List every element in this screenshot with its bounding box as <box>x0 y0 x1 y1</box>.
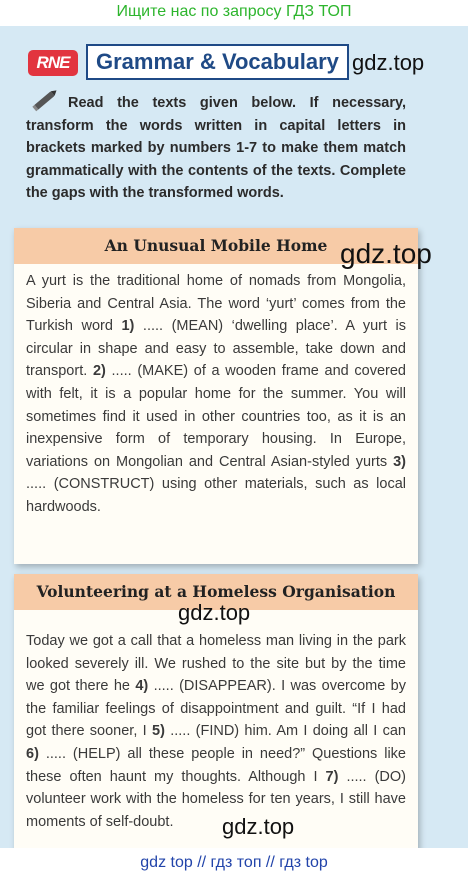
gap-number: 3) <box>393 453 406 470</box>
text-span: ..... (FIND) him. Am I doing all I can <box>164 723 406 740</box>
card-body <box>14 610 418 852</box>
card-title: Volunteering at a Homeless Organisation <box>14 574 418 610</box>
text-span: ..... (DO) volunteer work with the homeless for ten years, I still have moments of self-doubt. <box>26 768 407 830</box>
top-banner: Ищите нас по запросу ГДЗ ТОП <box>116 3 352 20</box>
bottom-bar: gdz top // гдз топ // гдз top <box>0 848 468 879</box>
text-span: Today we got a call that a homeless man living in the park looked severely ill. We rushed to the site but by the time we got there he <box>26 633 406 695</box>
gap-number: 7) <box>325 768 339 785</box>
watermark: gdz.top <box>222 814 295 839</box>
card-title: An Unusual Mobile Home <box>14 228 418 264</box>
gap-number: 5) <box>152 723 165 740</box>
textbook-page <box>0 26 468 848</box>
section-title: Grammar & Vocabulary <box>86 44 349 80</box>
watermark: gdz.top <box>178 600 251 625</box>
text-span: ..... (HELP) all these people in need?” Questions like these often haunt my thoughts. Although I <box>26 745 406 785</box>
rne-logo: RNE <box>28 50 78 76</box>
text-span: ..... (MAKE) of a wooden frame and covered with felt, it is a popular home for the summer. You will sometimes find it used in other countries too, as it is an inexpensive form of temporary housing. In Europe, variations on Mongolian and Central Asian-styled yurts <box>26 363 406 470</box>
watermark: gdz.top <box>352 50 425 75</box>
text-span: ..... (DISAPPEAR). I was overcome by the familiar feelings of disappointment and guilt. “If I had got there sooner, I <box>26 678 406 740</box>
card-body <box>14 264 418 564</box>
text-span: ..... (CONSTRUCT) using other materials, such as local hardwoods. <box>26 476 406 515</box>
text-card-1 <box>14 228 418 564</box>
gap-number: 4) <box>135 678 149 695</box>
gap-number: 2) <box>92 363 106 380</box>
instructions: Read the texts given below. If necessary, transform the words written in capital letters in brackets marked by numbers 1-7 to make them match grammatically with the contents of the texts. Complete the gaps with the transformed words. <box>26 95 406 201</box>
gap-number: 6) <box>26 745 39 762</box>
text-span: ..... (MEAN) ‘dwelling place’. A yurt is circular in shape and easy to assemble, take down and transport. <box>26 318 407 380</box>
text-span: A yurt is the traditional home of nomads from Mongolia, Siberia and Central Asia. The word ‘yurt’ comes from the Turkish word <box>26 273 406 335</box>
watermark: gdz.top <box>340 238 432 269</box>
gap-number: 1) <box>121 318 135 335</box>
